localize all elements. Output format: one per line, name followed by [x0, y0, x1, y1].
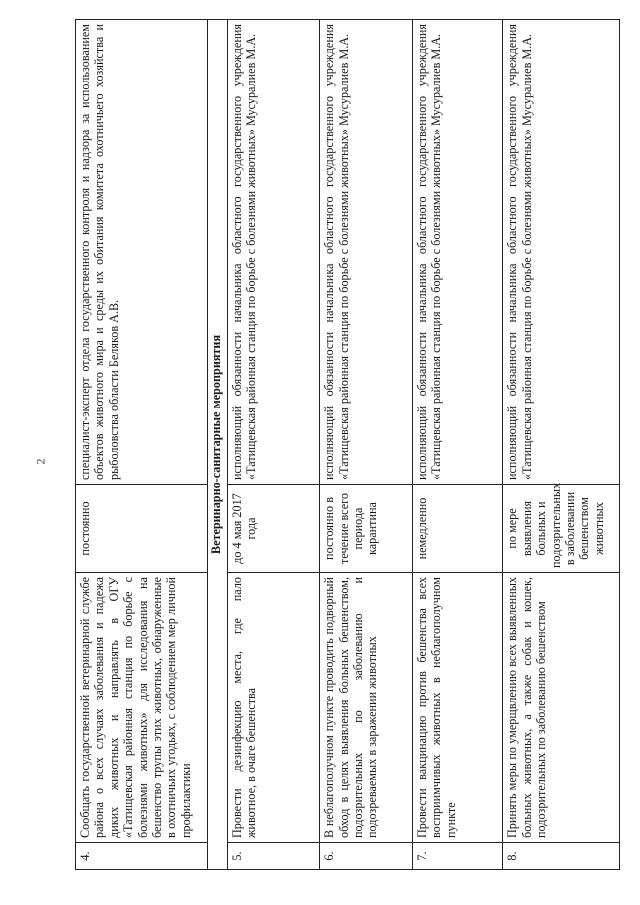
term-cell: до 4 мая 2017 года [227, 485, 320, 573]
section-title: Ветеринарно-санитарные мероприятия [208, 20, 227, 870]
table-row [227, 20, 320, 870]
responsible-cell: исполняющий обязанности начальника областного государственного учреждения «Татищевская районная станция по борьбе с болезнями животных» Мусуралиев М.А. [320, 20, 413, 485]
row-number: 8. [503, 843, 620, 870]
term-cell: постоянно в течение всего периода карантина [320, 485, 413, 573]
term-cell: по мере выявления больных и подозрительных в заболевании бешенством животных [503, 485, 620, 573]
action-cell: В неблагополучном пункте проводить подворный обход в целях выявления больных бешенством, подозрительных по заболеванию и подозреваемых в заражении животных [320, 573, 413, 843]
responsible-cell: исполняющий обязанности начальника областного государственного учреждения «Татищевская районная станция по борьбе с болезнями животных» Мусуралиев М.А. [503, 20, 620, 485]
responsible-cell: исполняющий обязанности начальника областного государственного учреждения «Татищевская районная станция по борьбе с болезнями животных» Мусуралиев М.А. [412, 20, 502, 485]
action-cell: Принять меры по умерщвлению всех выявленных больных животных, а также собак и кошек, подозрительных по заболеванию бешенством [503, 573, 620, 843]
table-row [412, 20, 502, 870]
row-number: 7. [412, 843, 502, 870]
page-number: 2 [33, 458, 48, 465]
table-row [76, 20, 208, 870]
term-cell: постоянно [76, 485, 208, 573]
action-cell: Провести вакцинацию против бешенства всех восприимчивых животных в неблагополучном пункте [412, 573, 502, 843]
rotated-table-container [75, 20, 620, 870]
action-cell: Провести дезинфекцию места, где пало животное, в очаге бешенства [227, 573, 320, 843]
table-row [503, 20, 620, 870]
responsible-cell: исполняющий обязанности начальника областного государственного учреждения «Татищевская районная станция по борьбе с болезнями животных» Мусуралиев М.А. [227, 20, 320, 485]
measures-table [75, 19, 620, 870]
responsible-cell: специалист-эксперт отдела государственного контроля и надзора за использованием объектов животного мира и среды их обитания комитета охотничьего хозяйства и рыболовства области Беляков А.В. [76, 20, 208, 485]
action-cell: Сообщать государственной ветеринарной службе района о всех случаях заболевания и падежа диких животных и направлять в ОГУ «Татищевская районная станция по борьбе с болезнями животных» для исследования на бешенство трупы этих животных, обнаруженные в охотничьих угодьях, с соблюдением мер личной профилактики [76, 573, 208, 843]
row-number: 5. [227, 843, 320, 870]
row-number: 4. [76, 843, 208, 870]
table-row [320, 20, 413, 870]
row-number: 6. [320, 843, 413, 870]
section-header-row [208, 20, 227, 870]
term-cell: немедленно [412, 485, 502, 573]
